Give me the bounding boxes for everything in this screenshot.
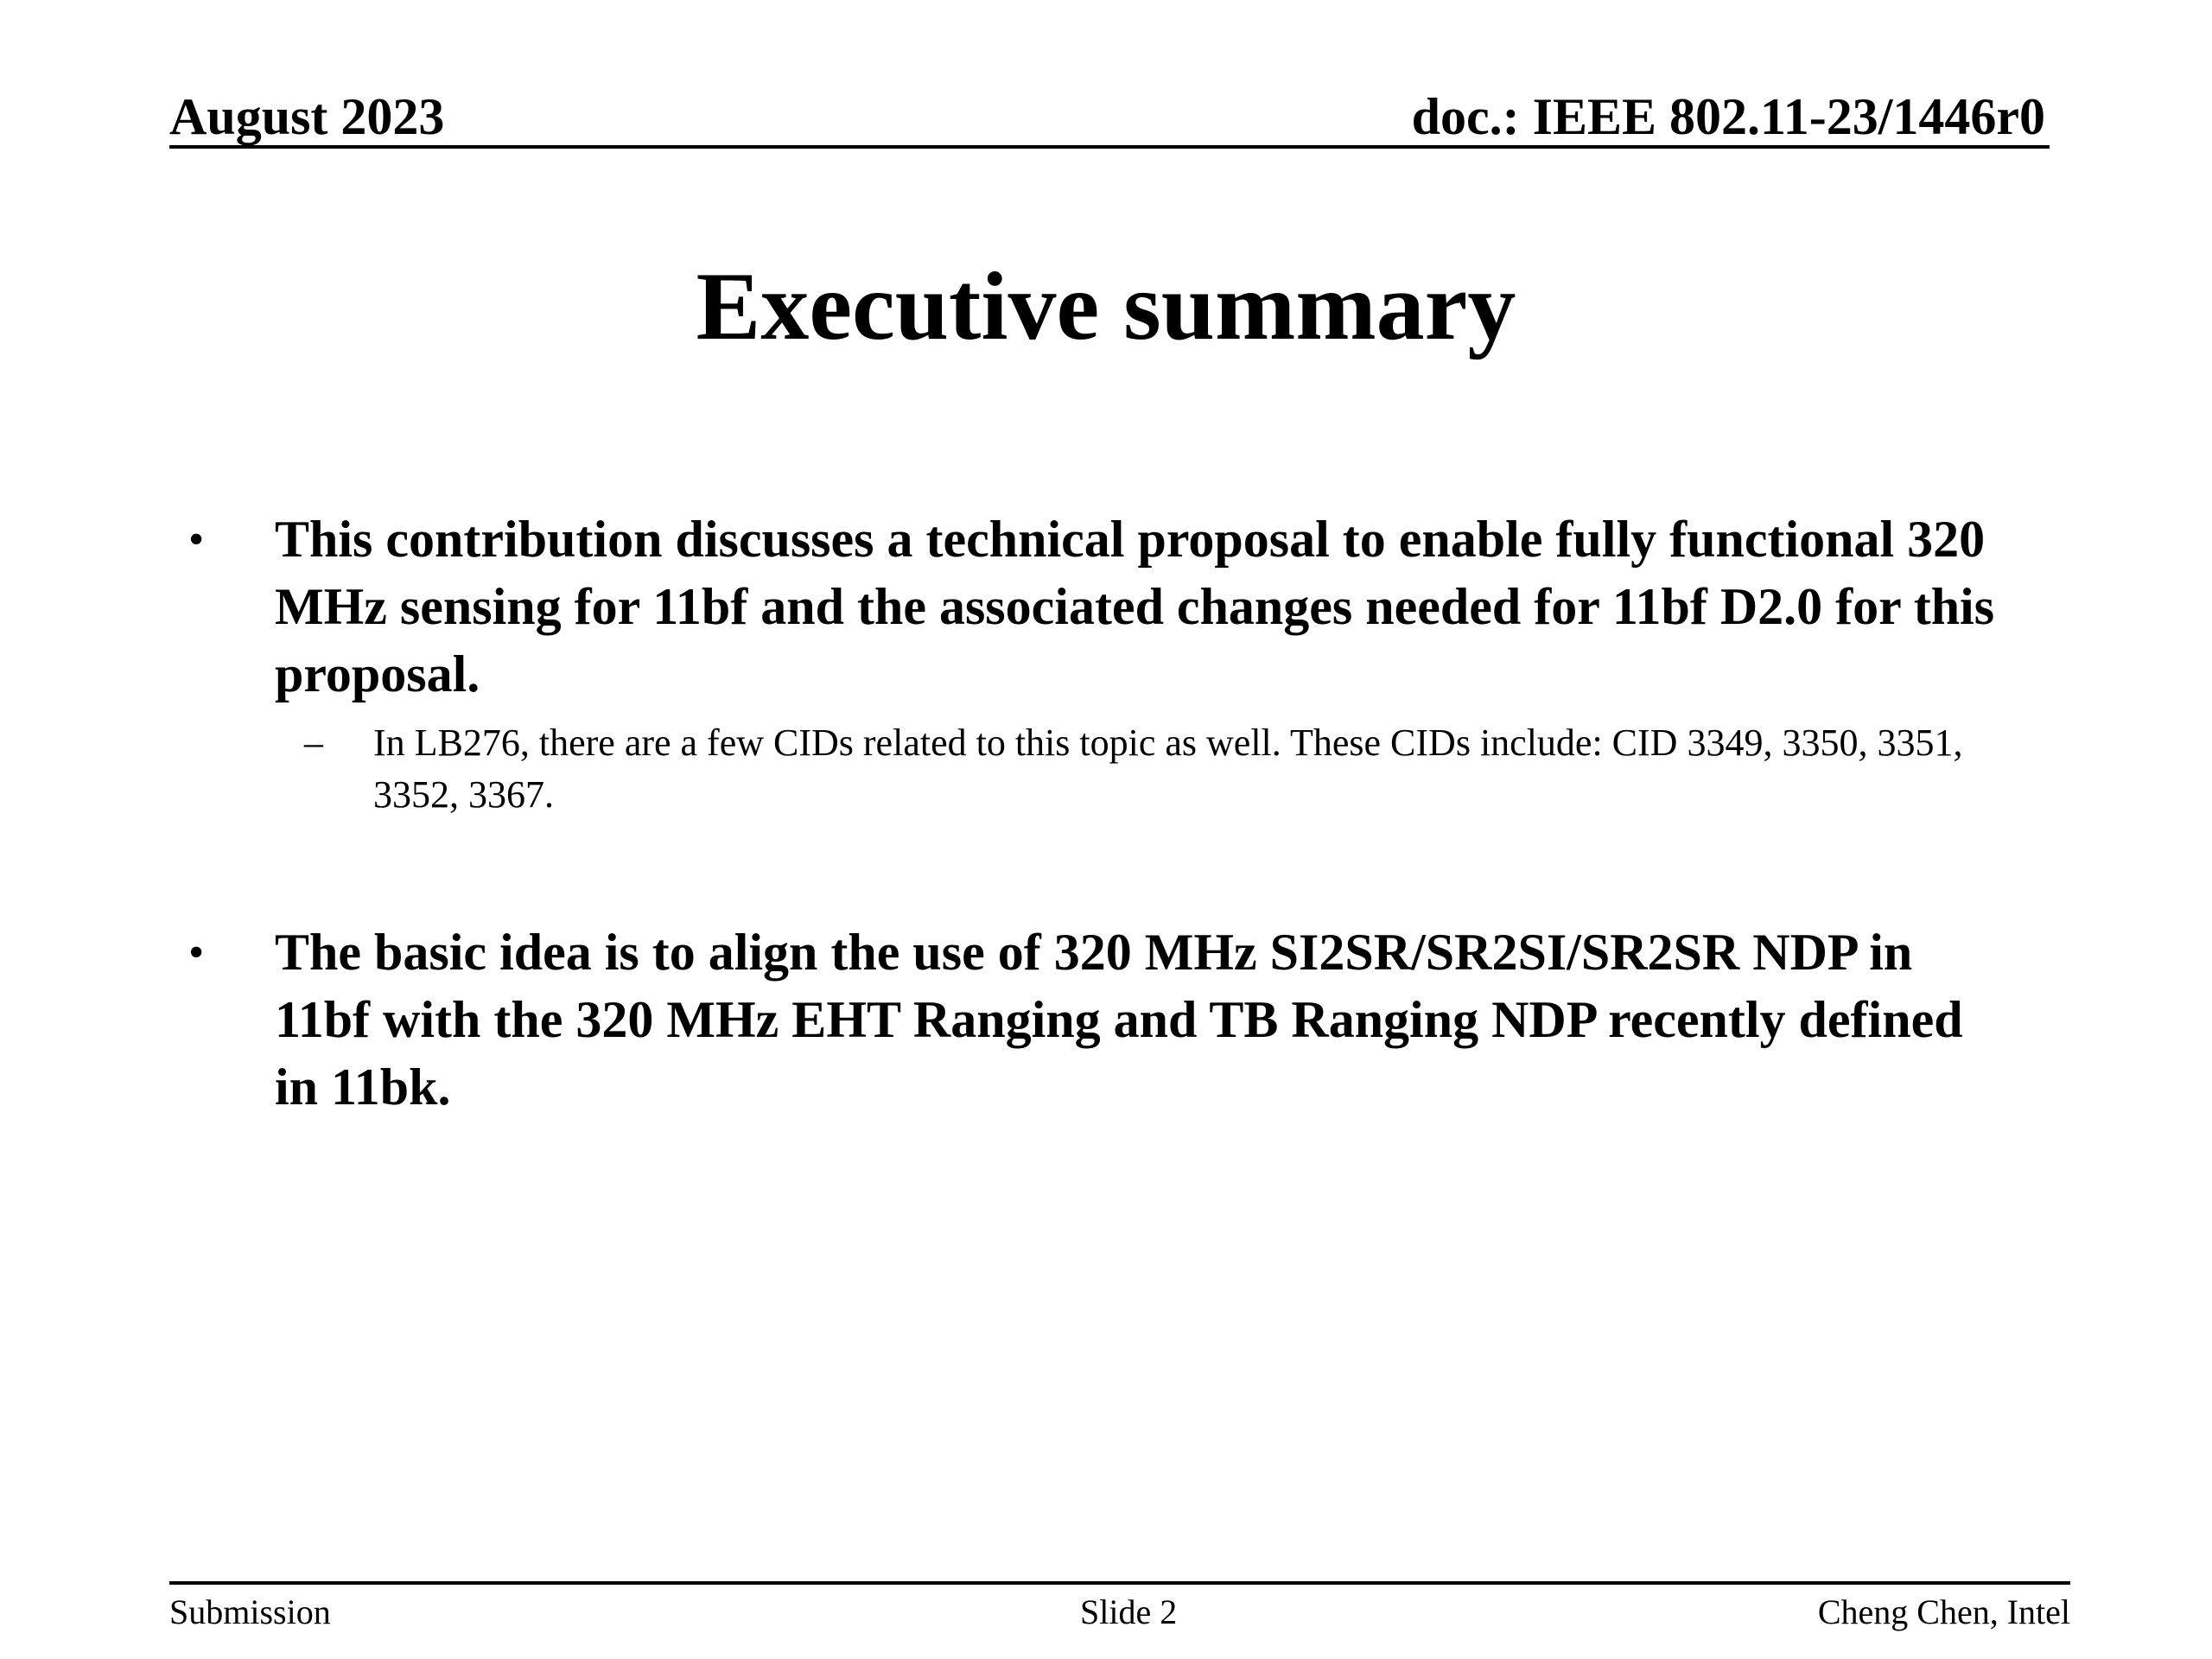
bullet-text: The basic idea is to align the use of 320 MHz SI2SR/SR2SI/SR2SR NDP in 11bf with the 320 MHz EHT Ranging and TB Ranging NDP recently defined in 11bk. — [275, 924, 1963, 1116]
header-doc-id: doc.: IEEE 802.11-23/1446r0 — [1411, 88, 2045, 145]
footer-author: Cheng Chen, Intel — [1817, 1592, 2070, 1631]
slide-title: Executive summary — [696, 253, 1516, 360]
footer-submission: Submission — [169, 1592, 331, 1631]
sub-bullet-text: In LB276, there are a few CIDs related to this topic as well. These CIDs include: CID 3349, 3350, 3351, 3352, 3367. — [373, 721, 1963, 816]
sub-bullet-marker: – — [304, 721, 323, 764]
footer-divider — [169, 1581, 2070, 1585]
bullet-marker: • — [188, 928, 205, 977]
bullet-text: This contribution discusses a technical proposal to enable fully functional 320 MHz sensing for 11bf and the associated changes needed for 11bf D2.0 for this proposal. — [275, 511, 1995, 702]
header-divider — [169, 145, 2050, 149]
bullet-marker: • — [188, 515, 205, 564]
header-date: August 2023 — [169, 88, 445, 145]
footer-slide-number: Slide 2 — [1080, 1592, 1178, 1631]
